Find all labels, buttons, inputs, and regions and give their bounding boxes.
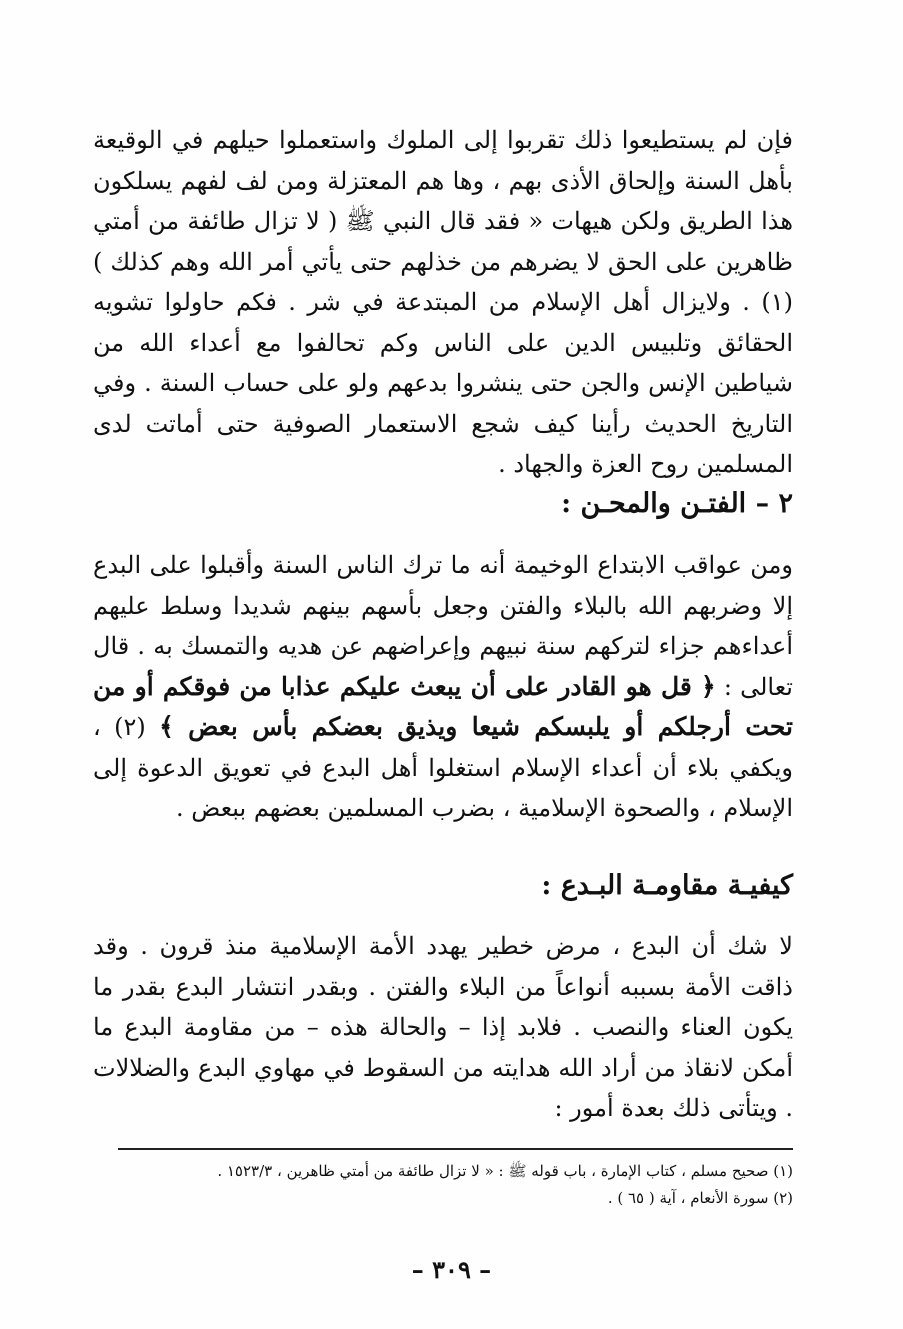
paragraph-1 (93, 120, 793, 485)
paragraph-2-text: ومن عواقب الابتداع الوخيمة أنه ما ترك الناس السنة وأقبلوا على البدع إلا وضربهم الله بالبلاء والفتن وجعل بأسهم بينهم شديدا وسلط عليهم أعداءهم جزاء لتركهم سنة نبيهم وإعراضهم عن هديه والتمسك به . قال تعالى : (93, 551, 793, 701)
paragraph-3 (93, 926, 793, 1129)
heading-fitan (93, 484, 793, 524)
heading-resisting-bida (93, 866, 793, 906)
paragraph-2 (93, 545, 793, 829)
footnote-1: (١) صحيح مسلم ، كتاب الإمارة ، باب قوله ﷺ : « لا تزال طائفة من أمتي ظاهرين ، ١٥٢٣/٣ . (217, 1162, 793, 1180)
heading-fitan-text: ٢ – الفتـن والمحـن : (561, 488, 793, 519)
footnote-2: (٢) سورة الأنعام ، آية ( ٦٥ ) . (607, 1189, 793, 1207)
footnotes (93, 1158, 793, 1212)
heading-resisting-bida-text: كيفيـة مقاومـة البـدع : (541, 870, 793, 901)
footnote-divider (118, 1148, 793, 1150)
paragraph-3-text: لا شك أن البدع ، مرض خطير يهدد الأمة الإسلامية منذ قرون . وقد ذاقت الأمة بسببه أنواعاً من البلاء والفتن . وبقدر انتشار البدع بقدر ما يكون العناء والنصب . فلابد إذا – والحالة هذه – من مقاومة البدع ما أمكن لانقاذ من أراد الله هدايته من السقوط في مهاوي البدع والضلالات . ويتأتى ذلك بعدة أمور : (93, 932, 793, 1122)
page-number: – ٣٠٩ – (411, 1255, 492, 1284)
paragraph-1-text: فإن لم يستطيعوا ذلك تقربوا إلى الملوك واستعملوا حيلهم في الوقيعة بأهل السنة وإلحاق الأذى بهم ، وها هم المعتزلة ومن لف لفهم يسلكون هذا الطريق ولكن هيهات « فقد قال النبي ﷺ ( لا تزال طائفة من أمتي ظاهرين على الحق لا يضرهم من خذلهم حتى يأتي أمر الله وهم كذلك ) (١) . ولايزال أهل الإسلام من المبتدعة في شر . فكم حاولوا تشويه الحقائق وتلبيس الدين على الناس وكم تحالفوا مع أعداء الله من شياطين الإنس والجن حتى ينشروا بدعهم ولو على حساب السنة . وفي التاريخ الحديث رأينا كيف شجع الاستعمار الصوفية حتى أماتت لدى المسلمين روح العزة والجهاد . (93, 126, 793, 478)
paragraph-2-end-text: (٢) ، ويكفي بلاء أن أعداء الإسلام استغلوا أهل البدع في تعويق الدعوة إلى الإسلام ، والصحوة الإسلامية ، بضرب المسلمين بعضهم ببعض . (93, 713, 794, 822)
quran-verse: ﴿ قل هو القادر على أن يبعث عليكم عذابا من فوقكم أو من تحت أرجلكم أو يلبسكم شيعا ويذيق بعضكم بأس بعض ﴾ (93, 671, 793, 741)
